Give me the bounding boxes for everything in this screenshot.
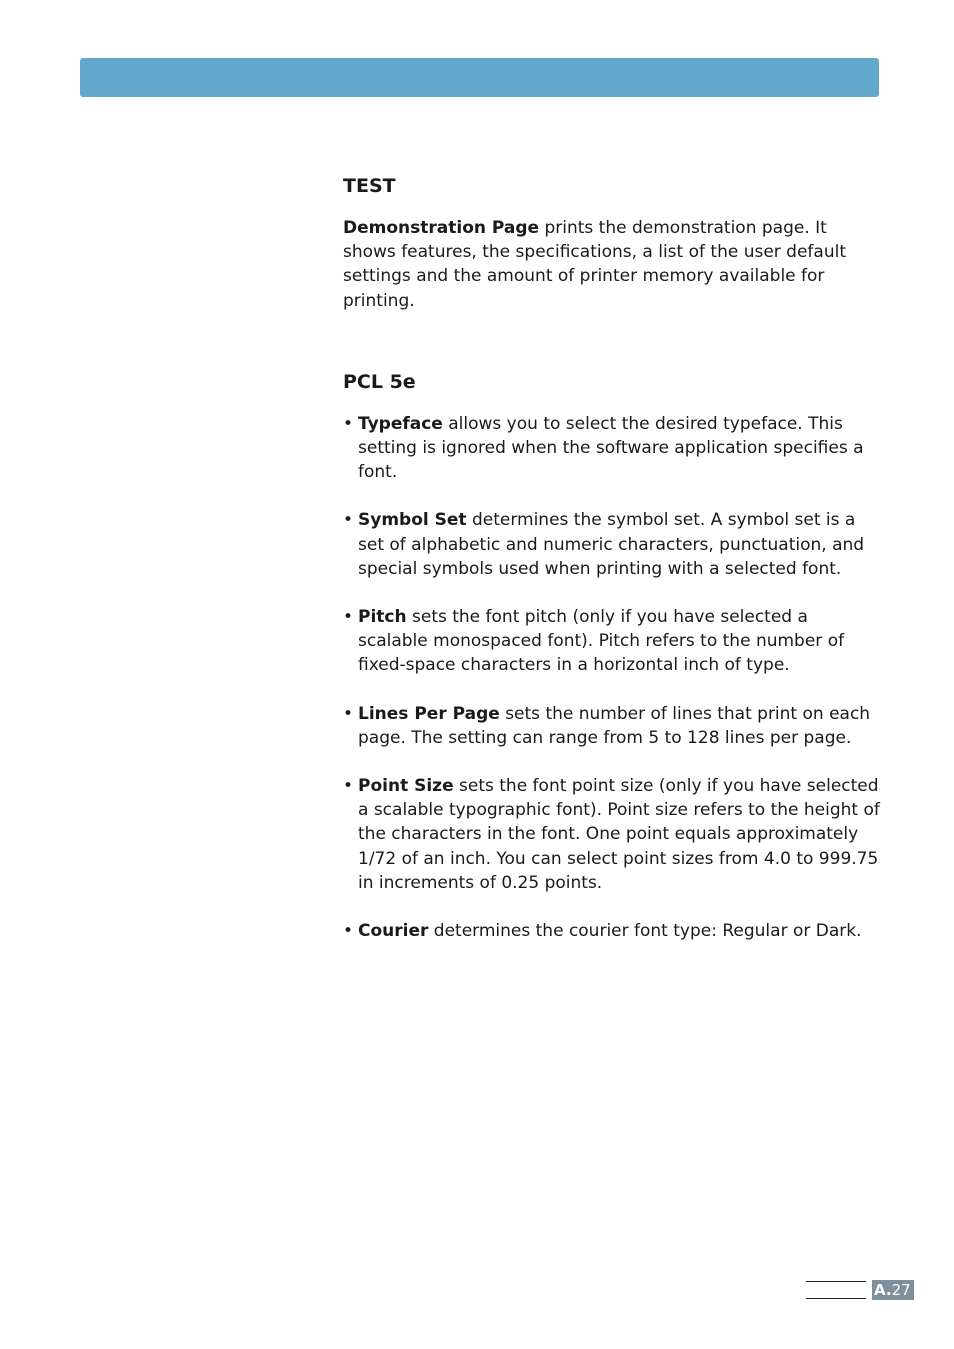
list-item-lines-per-page: [343, 702, 883, 750]
term-point-size: Point Size: [358, 776, 454, 797]
description-typeface: allows you to select the desired typeface. This setting is ignored when the software application specifies a font.: [358, 413, 864, 483]
footer-rule-top: [806, 1281, 866, 1282]
description-courier: determines the courier font type: Regular or Dark.: [428, 921, 862, 942]
section-title-test: TEST: [343, 175, 396, 197]
pcl5e-settings-list: [343, 412, 883, 943]
section-title-pcl5e: PCL 5e: [343, 370, 416, 393]
page-content: [343, 172, 883, 967]
list-item-typeface: [343, 412, 883, 485]
term-typeface: Typeface: [358, 413, 443, 434]
description-pitch: sets the font pitch (only if you have selected a scalable monospaced font). Pitch refers to the number of fixed-space characters in a horizontal inch of type.: [358, 607, 845, 676]
bullet: •: [343, 510, 354, 531]
bullet: •: [343, 703, 354, 724]
description-demonstration-page: prints the demonstration page. It shows features, the specifications, a list of the user default settings and the amount of printer memory available for printing.: [343, 218, 847, 311]
description-point-size: sets the font point size (only if you have selected a scalable typographic font). Point size refers to the height of the characters in the font. One point equals approximately 1/72 of an inch. You can select point sizes from 4.0 to 999.75 in increments of 0.25 points.: [358, 776, 880, 893]
header-bar: [80, 58, 879, 97]
list-item-courier: [343, 919, 883, 943]
term-pitch: Pitch: [358, 607, 407, 628]
bullet: •: [343, 607, 354, 628]
description-lines-per-page: sets the number of lines that print on each page. The setting can range from 5 to 128 lines per page.: [358, 703, 871, 748]
list-item-symbol-set: [343, 508, 883, 581]
term-lines-per-page: Lines Per Page: [358, 703, 500, 724]
page-number: 27: [891, 1281, 911, 1299]
list-item-pitch: [343, 605, 883, 678]
term-demonstration-page: Demonstration Page: [343, 218, 540, 238]
description-symbol-set: determines the symbol set. A symbol set is a set of alphabetic and numeric characters, punctuation, and special symbols used when printing with a selected font.: [358, 510, 865, 579]
bullet: •: [343, 776, 354, 797]
term-symbol-set: Symbol Set: [358, 510, 467, 531]
list-item-point-size: [343, 774, 883, 895]
term-courier: Courier: [358, 921, 429, 942]
demonstration-page-paragraph: [343, 216, 883, 313]
bullet: •: [343, 413, 354, 434]
footer-rule-bottom: [806, 1298, 866, 1299]
page-number-badge: [872, 1280, 914, 1300]
bullet: •: [343, 921, 354, 942]
page-number-prefix: A.: [874, 1281, 892, 1299]
